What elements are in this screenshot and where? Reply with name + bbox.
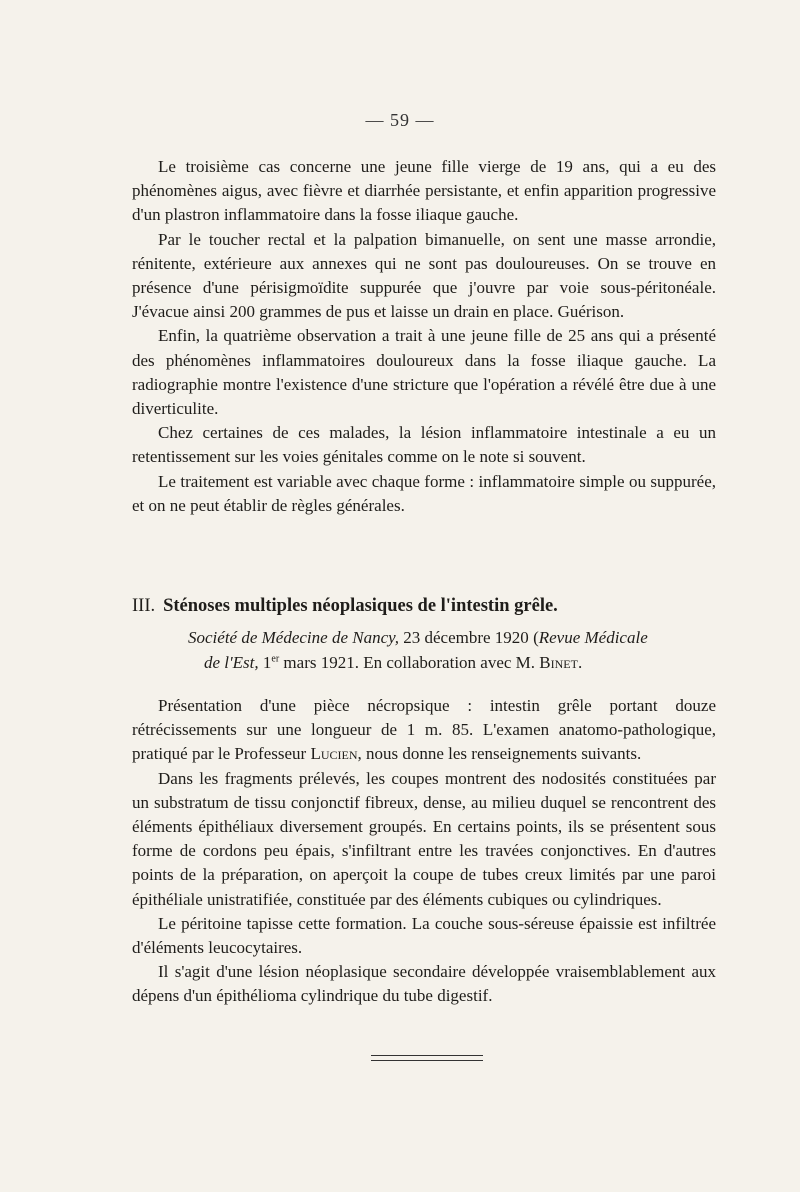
paragraph: Le traitement est variable avec chaque forme : inflammatoire simple ou suppurée, et on ne peut établir de règles générales. bbox=[132, 471, 716, 515]
citation bbox=[132, 626, 732, 675]
paragraph: Il s'agit d'une lésion néoplasique secondaire développée vraisemblablement aux dépens d'un épithélioma cylindrique du tube digestif. bbox=[132, 962, 716, 1006]
citation-journal: Société de Médecine de Nancy, bbox=[188, 628, 399, 647]
section-heading bbox=[132, 596, 732, 617]
section-stenoses-body bbox=[132, 694, 716, 1009]
paragraph bbox=[132, 694, 716, 767]
citation-paren: ( bbox=[533, 628, 539, 647]
paragraph: Enfin, la quatrième observation a trait à une jeune fille de 25 ans qui a présenté des phénomènes inflammatoires douloureux dans la fosse iliaque gauche. La radiographie montre l'existence d'une stricture que l'opération a révélé être due à une diverticulite. bbox=[132, 326, 716, 419]
paragraph: Dans les fragments prélevés, les coupes montrent des nodosités constituées par un substratum de tissu conjonctif fibreux, dense, au milieu duquel se rencontrent des éléments épithéliaux diversement groupés. En certains points, ils se présentent sous forme de cordons peu épais, s'infiltrant entre les travées conjonctives. En d'autres points de la préparation, on aperçoit la coupe de tubes creux limités par une paroi épithéliale unistratifiée, constituée par des éléments cubiques ou cylindriques. bbox=[132, 768, 716, 909]
citation-rest: mars 1921. En collaboration avec M. bbox=[283, 652, 536, 672]
citation-date: 23 décembre 1920 bbox=[403, 628, 529, 647]
paragraph: Le troisième cas concerne une jeune fille vierge de 19 ans, qui a eu des phénomènes aigus, avec fièvre et diarrhée persistante, et enfin apparition progressive d'un plastron inflammatoire dans la fosse iliaque gauche. bbox=[132, 157, 716, 225]
section-observations bbox=[132, 155, 716, 518]
paragraph-text: , nous donne les renseignements suivants. bbox=[357, 744, 642, 764]
section-number: III. bbox=[132, 596, 156, 616]
paragraph: Chez certaines de ces malades, la lésion inflammatoire intestinale a eu un retentissement sur les voies génitales comme on le note si souvent. bbox=[132, 423, 716, 467]
end-rule-bottom bbox=[371, 1060, 483, 1061]
paragraph: Par le toucher rectal et la palpation bimanuelle, on sent une masse arrondie, rénitente, extérieure aux annexes qui ne sont pas douloureuses. On se trouve en présence d'une périsigmoïdite suppurée que j'ouvre par voie sous-péritonéale. J'évacue ainsi 200 grammes de pus et laisse un drain en place. Guérison. bbox=[132, 229, 716, 322]
citation-end: . bbox=[577, 652, 583, 672]
end-rule-top bbox=[371, 1055, 483, 1056]
professor-name: Lucien bbox=[310, 744, 358, 764]
citation-day-sup: er bbox=[271, 652, 280, 664]
citation-author: Binet bbox=[539, 652, 578, 672]
page-number: — 59 — bbox=[365, 110, 435, 130]
citation-line-1 bbox=[132, 626, 732, 651]
section-title: Sténoses multiples néoplasiques de l'intestin grêle. bbox=[163, 596, 558, 616]
citation-day: 1 bbox=[262, 652, 272, 672]
paragraph-text: Présentation d'une pièce nécropsique : intestin grêle portant douze rétrécissements sur une longueur de 1 m. 85. L'examen anatomo-pathologique, pratiqué par le Professeur bbox=[132, 696, 716, 764]
paragraph: Le péritoine tapisse cette formation. La couche sous-séreuse épaissie est infiltrée d'éléments leucocytaires. bbox=[132, 913, 716, 958]
citation-review: Revue Médicale bbox=[538, 628, 648, 647]
citation-review-cont: de l'Est, bbox=[204, 652, 259, 672]
citation-line-2 bbox=[132, 651, 732, 676]
